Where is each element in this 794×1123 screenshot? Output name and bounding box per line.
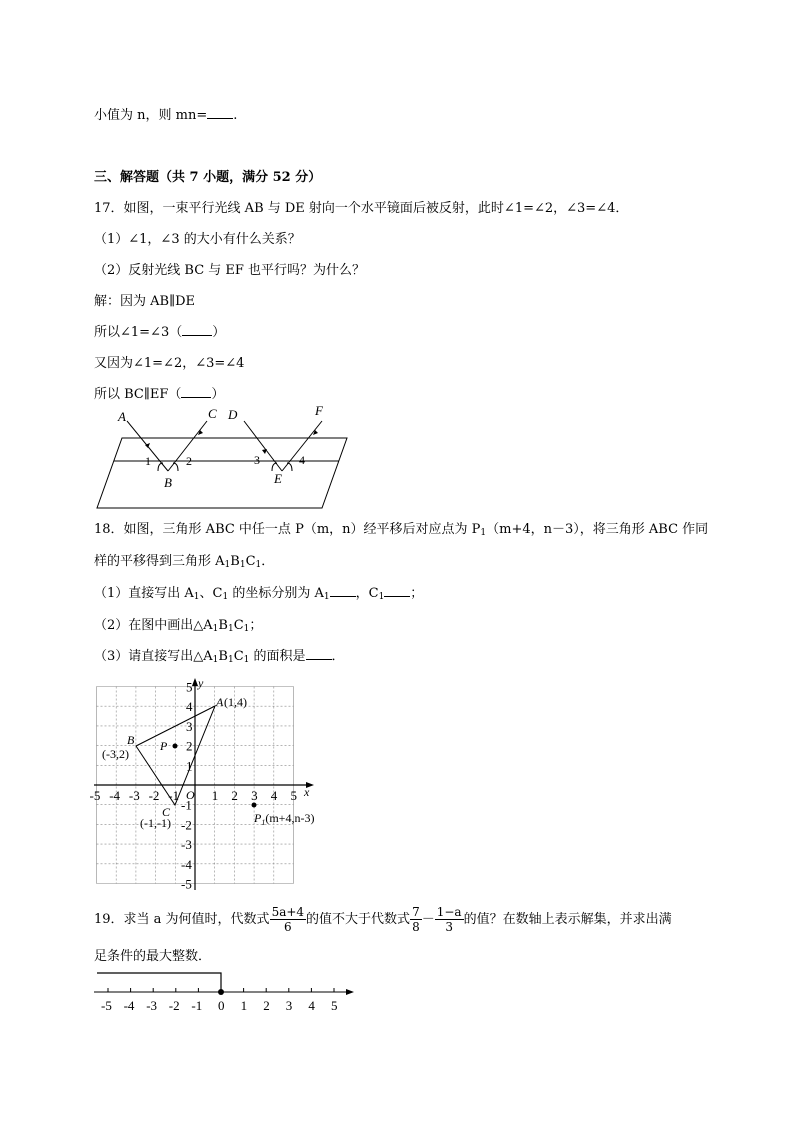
arrow-bc [198, 430, 203, 435]
number-line-tick-label: 4 [308, 998, 315, 1013]
answer-blank-mn[interactable] [207, 106, 233, 119]
y-tick-label: -3 [181, 837, 192, 853]
q18-stem-line2: 样的平移得到三角形 $A_1B_1C_1$． [94, 554, 275, 570]
vertex-b-coord: (-3,2) [102, 747, 129, 761]
q18-part2: （2）在图中画出$\triangle A_1B_1C_1$； [94, 618, 263, 634]
answer-blank-area[interactable] [306, 647, 332, 660]
arrow-de [262, 449, 267, 454]
label-angle-2: 2 [186, 454, 192, 468]
point-p [173, 744, 178, 749]
fraction-2: $\frac{7}{8}$ [412, 905, 420, 934]
y-axis-label: y [198, 676, 204, 690]
y-tick-label: 3 [186, 718, 193, 734]
x-tick-label: -3 [128, 788, 140, 803]
label-angle-1: 1 [145, 454, 151, 468]
x-tick-label: 2 [231, 788, 238, 803]
x-tick-label: -4 [109, 788, 121, 803]
number-line-tick-label: -2 [168, 998, 180, 1013]
origin-label: O [186, 788, 195, 802]
x-tick-label: 1 [211, 788, 219, 803]
x-tick-label: 4 [270, 788, 278, 803]
fraction-1: $\frac{5a+4}{6}$ [271, 905, 305, 934]
label-d: D [228, 407, 238, 422]
q19-number-line [92, 966, 357, 1014]
y-tick-label: 1 [186, 758, 193, 774]
number-line-tick-label: 5 [331, 998, 338, 1013]
q17-solution-1: 解：因为 AB∥DE [94, 294, 195, 309]
point-p-label: P [160, 739, 168, 753]
q17-solution-4: 所以 BC∥EF（ ） [94, 387, 225, 402]
y-tick-label: 4 [186, 699, 193, 715]
label-c: C [208, 406, 217, 421]
x-tick-label: -1 [168, 788, 180, 803]
q17-stem: 17．如图，一束平行光线 AB 与 DE 射向一个水平镜面后被反射，此时∠1=∠2，∠3=∠4． [94, 201, 629, 216]
number-line-tick-label: -3 [146, 998, 158, 1013]
point-p1-label: $P_1(m+4,n-3)$ [254, 811, 315, 827]
label-angle-3: 3 [254, 453, 260, 467]
number-line-tick-label: 2 [263, 998, 270, 1013]
number-line-tick-label: -4 [123, 998, 135, 1013]
vertex-b-label: B [127, 733, 135, 747]
x-tick-label: -2 [148, 788, 160, 803]
top-line: 小值为 n，则 mn= . [94, 108, 238, 123]
answer-blank-reason-1[interactable] [182, 323, 212, 336]
mirror-parallelogram [97, 438, 347, 508]
answer-blank-a1[interactable] [330, 584, 356, 597]
q18-part3: （3）请直接写出$\triangle A_1B_1C_1$ 的面积是 ． [94, 649, 345, 665]
label-b: B [164, 475, 172, 490]
x-tick-label: -5 [89, 788, 101, 803]
q17-part1: （1）∠1，∠3 的大小有什么关系？ [94, 232, 301, 247]
q17-solution-2: 所以∠1=∠3（ ） [94, 325, 226, 340]
number-line-tick-label: 1 [240, 998, 248, 1013]
q18-stem-line1: 18．如图，三角形 ABC 中任一点 P（m，n）经平移后对应点为 $P_1(m+4$，n－3），将三角形 ABC 作同 [94, 522, 709, 538]
y-tick-label: 2 [186, 738, 193, 754]
q17-solution-3: 又因为∠1=∠2，∠3=∠4 [94, 356, 245, 371]
label-angle-4: 4 [299, 453, 305, 467]
vertex-c-coord: (-1,-1) [140, 816, 171, 830]
number-line-tick-label: -5 [101, 998, 112, 1013]
q19-stem-line1: 19．求当 a 为何值时，代数式 $\frac{5a+4}{6}$ 的值不大于代数式 $\frac{7}{8}$ － $\frac{1-a}{3}$ 的值？在数轴上表示解集，并求出满 [94, 905, 672, 934]
fraction-3: $\frac{1-a}{3}$ [436, 905, 462, 934]
q19-stem-line2: 足条件的最大整数． [94, 949, 212, 964]
label-e: E [274, 471, 282, 486]
answer-blank-reason-2[interactable] [181, 385, 211, 398]
section-title: 三、解答题（共 7 小题，满分 52 分） [94, 170, 322, 185]
point-p1 [252, 803, 257, 808]
label-f: F [315, 403, 323, 418]
q17-part2: （2）反射光线 BC 与 EF 也平行吗？为什么？ [94, 263, 366, 278]
y-tick-label: -4 [181, 856, 192, 872]
x-tick-label: 5 [290, 788, 297, 803]
vertex-a-coord: (1,4) [224, 695, 247, 709]
q18-part1: （1）直接写出 $A_1$、$C_1$ 的坐标分别为 $A_1$ ，$C_1$ ； [94, 586, 424, 602]
solution-set-ray [97, 973, 221, 992]
number-line-tick-label: 3 [285, 998, 293, 1013]
number-line-arrow [346, 989, 354, 995]
vertex-c-label: C [162, 805, 171, 819]
answer-blank-c1[interactable] [384, 584, 410, 597]
q17-mirror-figure [92, 403, 354, 513]
y-tick-label: 5 [186, 679, 193, 695]
x-tick-label: 3 [251, 788, 258, 803]
number-line-tick-label: 0 [218, 998, 225, 1013]
y-tick-label: -1 [181, 797, 192, 813]
x-axis-label: x [304, 785, 310, 799]
label-a: A [118, 409, 126, 424]
number-line-tick-label: -1 [191, 998, 203, 1013]
y-tick-label: -2 [181, 817, 192, 833]
vertex-a-label: A [216, 695, 224, 709]
q18-coordinate-grid [89, 676, 337, 893]
y-tick-label: -5 [181, 876, 192, 892]
